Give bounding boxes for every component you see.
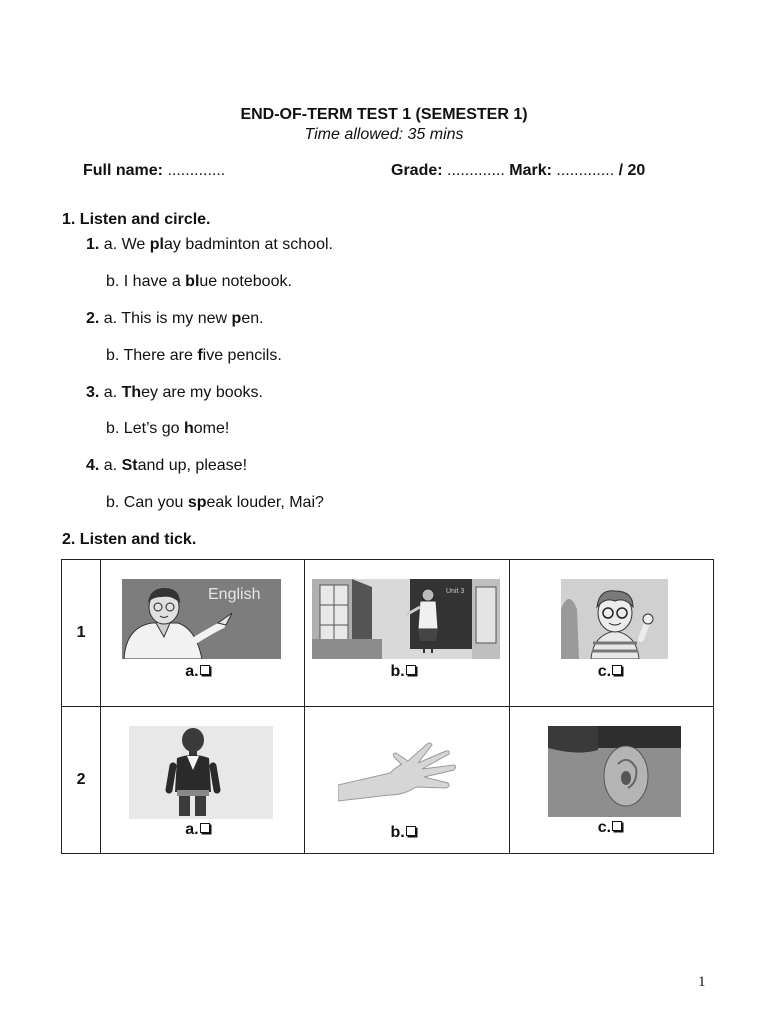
question-1b: b. I have a blue notebook. — [106, 273, 292, 290]
table-row — [62, 707, 714, 854]
time-allowed: Time allowed: 35 mins — [304, 126, 464, 143]
question-4b: b. Can you speak louder, Mai? — [106, 494, 324, 511]
board-text: English — [208, 586, 261, 603]
option-cell-1c[interactable] — [509, 560, 713, 707]
option-cell-2c[interactable] — [509, 707, 713, 854]
mark-label: Mark: — [509, 162, 552, 179]
full-name-blank: ............. — [163, 162, 226, 179]
option-cell-2a[interactable] — [101, 707, 305, 854]
checkbox-icon[interactable] — [200, 823, 210, 833]
door-sign-text: Unit 3 — [446, 588, 465, 595]
option-a[interactable]: a. — [185, 663, 209, 681]
checkbox-icon[interactable] — [612, 665, 622, 675]
table-row — [62, 560, 714, 707]
question-number: 4. — [86, 457, 100, 474]
question-1a: 1. a. We play badminton at school. — [86, 236, 333, 253]
option-cell-1a[interactable] — [101, 560, 305, 707]
teacher-board-image — [122, 579, 281, 659]
question-3a: 3. a. They are my books. — [86, 384, 263, 401]
option-b[interactable]: b. — [390, 663, 415, 681]
classroom-door-image — [312, 579, 500, 659]
full-name-line — [83, 162, 225, 180]
checkbox-icon[interactable] — [612, 821, 622, 831]
question-3b: b. Let’s go home! — [106, 420, 230, 437]
option-b[interactable]: b. — [390, 824, 415, 842]
checkbox-icon[interactable] — [406, 665, 416, 675]
option-c[interactable]: c. — [598, 663, 622, 681]
option-cell-2b[interactable] — [305, 707, 509, 854]
grade-mark-line — [391, 162, 645, 180]
page-number: 1 — [698, 974, 706, 990]
question-2a: 2. a. This is my new pen. — [86, 310, 264, 327]
grade-blank: ............. — [442, 162, 510, 179]
full-name-label: Full name: — [83, 162, 164, 179]
tick-table — [61, 559, 714, 854]
question-number: 3. — [86, 384, 100, 401]
option-a[interactable]: a. — [185, 821, 209, 839]
section-1-heading: 1. Listen and circle. — [62, 211, 211, 228]
option-c[interactable]: c. — [598, 819, 622, 837]
mark-total: / 20 — [618, 162, 646, 179]
checkbox-icon[interactable] — [406, 826, 416, 836]
boy-standing-image — [129, 726, 273, 819]
question-number: 2. — [86, 310, 100, 327]
hand-image — [338, 735, 460, 805]
section-2-heading: 2. Listen and tick. — [62, 531, 197, 548]
grade-label: Grade: — [391, 162, 443, 179]
ear-image — [548, 726, 681, 817]
row-label: 2 — [62, 707, 101, 854]
mark-blank: ............. — [551, 162, 619, 179]
test-title: END-OF-TERM TEST 1 (SEMESTER 1) — [240, 106, 528, 123]
question-2b: b. There are five pencils. — [106, 347, 282, 364]
row-label: 1 — [62, 560, 101, 707]
question-4a: 4. a. Stand up, please! — [86, 457, 248, 474]
boy-waving-image — [561, 579, 668, 659]
option-cell-1b[interactable] — [305, 560, 509, 707]
question-number: 1. — [86, 236, 100, 253]
checkbox-icon[interactable] — [200, 665, 210, 675]
